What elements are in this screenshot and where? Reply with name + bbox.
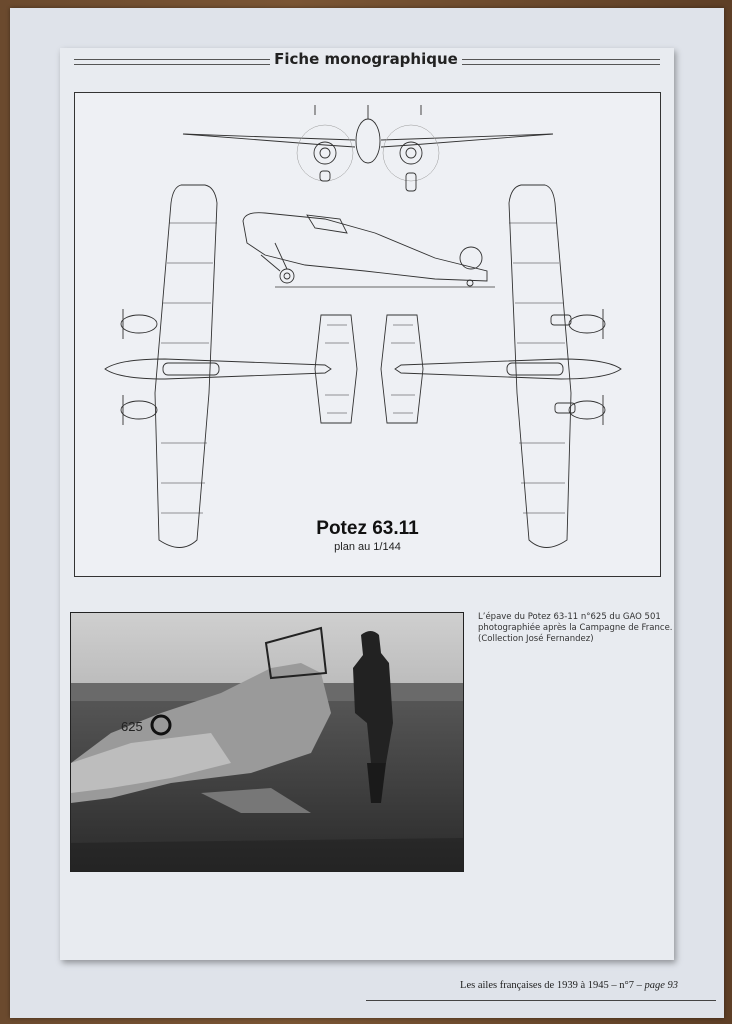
header-rule-right (462, 59, 660, 65)
aircraft-plan-drawing (74, 92, 661, 577)
wreck-photograph (70, 612, 464, 872)
page-title: Fiche monographique (274, 50, 458, 68)
caption-line: L’épave du Potez 63-11 n°625 du GAO 501 (478, 612, 661, 622)
top-view-drawing (105, 185, 357, 548)
bottom-view-drawing (381, 185, 621, 548)
caption-line: (Collection José Fernandez) (478, 634, 594, 644)
page-header (74, 50, 660, 72)
footer-publication: Les ailes françaises de 1939 à 1945 – n°7 – (460, 980, 645, 991)
front-view-drawing (183, 105, 553, 191)
photo-caption (478, 612, 673, 645)
page-footer (366, 978, 716, 1001)
aircraft-marking: 625 (121, 719, 143, 734)
aircraft-name: Potez 63.11 (316, 518, 419, 539)
side-view-drawing (243, 213, 495, 287)
plan-scale: plan au 1/144 (334, 541, 401, 553)
caption-line: photographiée après la Campagne de France. (478, 623, 673, 633)
footer-text (460, 980, 678, 991)
page-number: page 93 (644, 980, 678, 991)
header-rule-left (74, 59, 270, 65)
